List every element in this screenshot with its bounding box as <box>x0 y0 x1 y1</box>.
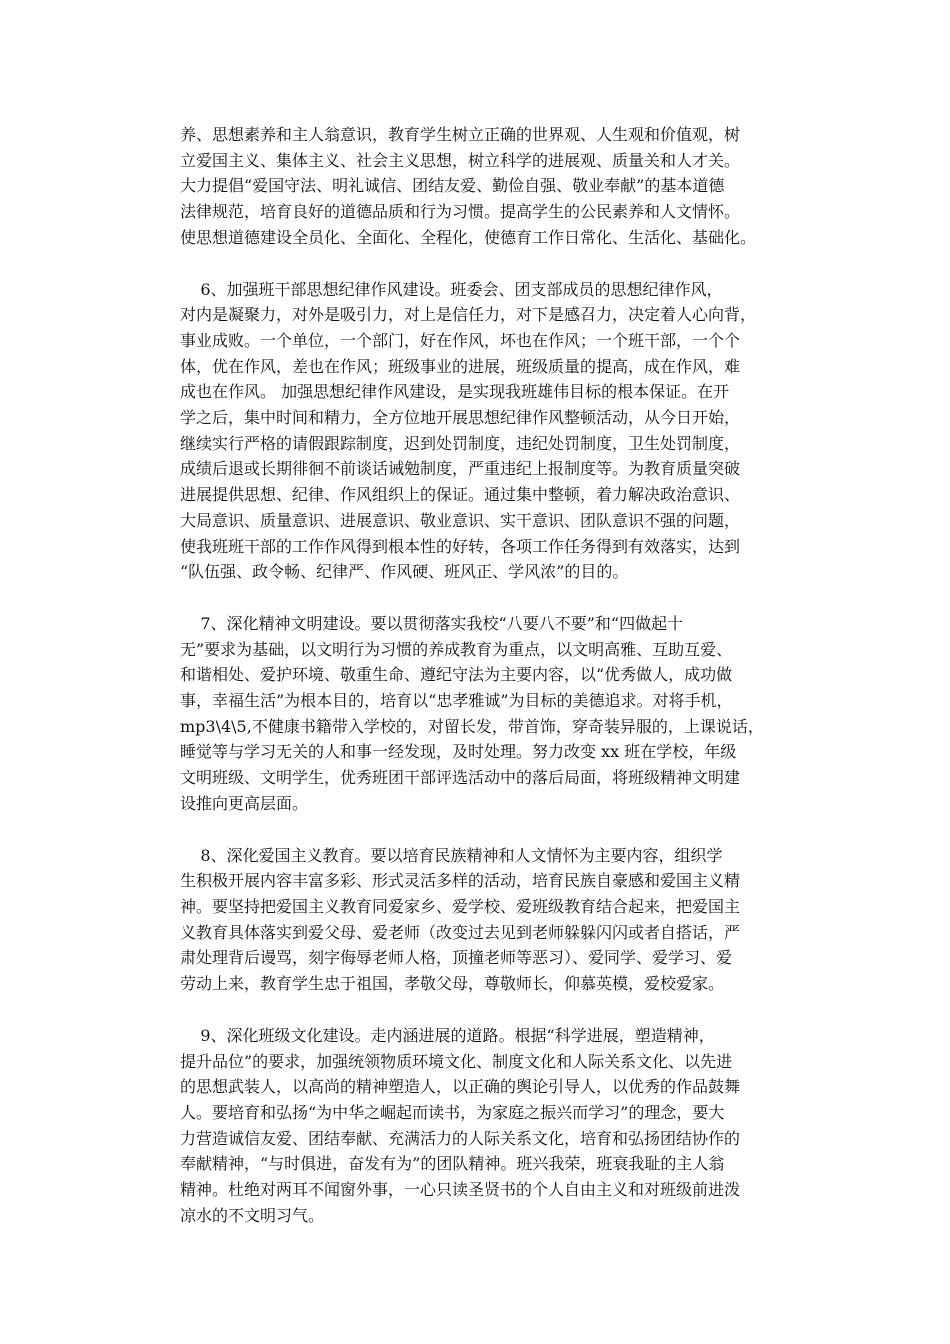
text-line: 使我班班干部的工作作风得到根本性的好转，各项工作任务得到有效落实，达到 <box>180 536 741 556</box>
text-line: 事，幸福生活”为根本目的，培育以“忠孝雅诚”为目标的美德追求。对将手机， <box>180 691 733 711</box>
text-line: 进展提供思想、纪律、作风组织上的保证。通过集中整顿，着力解决政治意识、 <box>180 485 741 505</box>
text-line: 精神。杜绝对两耳不闻窗外事，一心只读圣贤书的个人自由主义和对班级前进泼 <box>180 1180 741 1200</box>
text-line: 事业成败。一个单位，一个部门，好在作风，坏也在作风；一个班干部，一个个 <box>180 330 741 350</box>
paragraph-item-8 <box>180 843 780 997</box>
text-line: 文明班级、文明学生，优秀班团干部评选活动中的落后局面，将班级精神文明建 <box>180 768 741 788</box>
text-line: 9、深化班级文化建设。走内涵进展的道路。根据“科学进展，塑造精神， <box>180 1025 715 1045</box>
text-line: 奉献精神，“与时俱进，奋发有为”的团队精神。班兴我荣，班衰我耻的主人翁 <box>180 1154 725 1174</box>
text-line: 8、深化爱国主义教育。要以培育民族精神和人文情怀为主要内容，组织学 <box>180 845 723 865</box>
text-line: 继续实行严格的请假跟踪制度，迟到处罚制度，违纪处罚制度，卫生处罚制度， <box>180 433 741 453</box>
text-line: 凉水的不文明习气。 <box>180 1205 325 1225</box>
text-line: 养、思想素养和主人翁意识，教育学生树立正确的世界观、人生观和价值观，树 <box>180 125 741 144</box>
paragraph-item-7 <box>180 611 780 817</box>
paragraph-item-9 <box>180 1023 780 1229</box>
text-line: 的思想武装人，以高尚的精神塑造人，以正确的舆论引导人，以优秀的作品鼓舞 <box>180 1077 741 1097</box>
text-line: 6、加强班干部思想纪律作风建设。班委会、团支部成员的思想纪律作风， <box>180 279 723 299</box>
text-line: 力营造诚信友爱、团结奉献、充满活力的人际关系文化，培育和弘扬团结协作的 <box>180 1128 741 1148</box>
text-line: mp3\4\5,不健康书籍带入学校的，对留长发，带首饰，穿奇装异服的，上课说话， <box>180 716 764 736</box>
text-line: 对内是凝聚力，对外是吸引力，对上是信任力，对下是感召力，决定着人心向背， <box>180 305 757 325</box>
text-line: 学之后，集中时间和精力，全方位地开展思想纪律作风整顿活动，从今日开始， <box>180 408 741 428</box>
paragraph-item-6 <box>180 277 780 585</box>
text-line: 7、深化精神文明建设。要以贯彻落实我校“八要八不要”和“四做起十 <box>180 613 684 633</box>
text-line: 神。要坚持把爱国主义教育同爱家乡、爱学校、爱班级教育结合起来，把爱国主 <box>180 896 741 916</box>
text-line: 肃处理背后谩骂，刻字侮辱老师人格，顶撞老师等恶习）、爱同学、爱学习、爱 <box>180 948 733 968</box>
text-line: 和谐相处、爱护环境、敬重生命、遵纪守法为主要内容，以“优秀做人，成功做 <box>180 665 733 685</box>
text-line: 义教育具体落实到爱父母、爱老师（改变过去见到老师躲躲闪闪或者自搭话，严 <box>180 922 741 942</box>
text-line: “队伍强、政令畅、纪律严、作风硬、班风正、学风浓”的目的。 <box>180 562 629 582</box>
text-line: 劳动上来，教育学生忠于祖国，孝敬父母，尊敬师长，仰慕英模，爱校爱家。 <box>180 974 725 994</box>
text-line: 大力提倡“爱国守法、明礼诚信、团结友爱、勤俭自强、敬业奉献”的基本道德 <box>180 176 725 196</box>
text-line: 大局意识、质量意识、进展意识、敬业意识、实干意识、团队意识不强的问题， <box>180 510 741 530</box>
text-line: 睡觉等与学习无关的人和事一经发现，及时处理。努力改变 xx 班在学校，年级 <box>180 742 737 762</box>
text-line: 成绩后退或长期徘徊不前谈话诫勉制度，严重违纪上报制度等。为教育质量突破 <box>180 459 741 479</box>
text-line: 体，优在作风，差也在作风；班级事业的进展，班级质量的提高，成在作风，难 <box>180 356 741 376</box>
text-line: 设推向更高层面。 <box>180 793 309 813</box>
paragraph-moral-education <box>180 122 780 251</box>
document-page <box>180 122 780 1254</box>
text-line: 立爱国主义、集体主义、社会主义思想，树立科学的进展观、质量关和人才关。 <box>180 150 741 170</box>
text-line: 成也在作风。 加强思想纪律作风建设，是实现我班雄伟目标的根本保证。在开 <box>180 382 730 402</box>
text-line: 人。要培育和弘扬“为中华之崛起而读书，为家庭之振兴而学习”的理念，要大 <box>180 1102 725 1122</box>
text-line: 提升品位”的要求，加强统领物质环境文化、制度文化和人际关系文化、以先进 <box>180 1051 733 1071</box>
text-line: 生积极开展内容丰富多彩、形式灵活多样的活动，培育民族自豪感和爱国主义精 <box>180 871 741 891</box>
text-line: 无”要求为基础，以文明行为习惯的养成教育为重点，以文明高雅、互助互爱、 <box>180 639 733 659</box>
text-line: 使思想道德建设全员化、全面化、全程化，使德育工作日常化、生活化、基础化。 <box>180 227 757 247</box>
text-line: 法律规范，培育良好的道德品质和行为习惯。提高学生的公民素养和人文情怀。 <box>180 202 741 222</box>
